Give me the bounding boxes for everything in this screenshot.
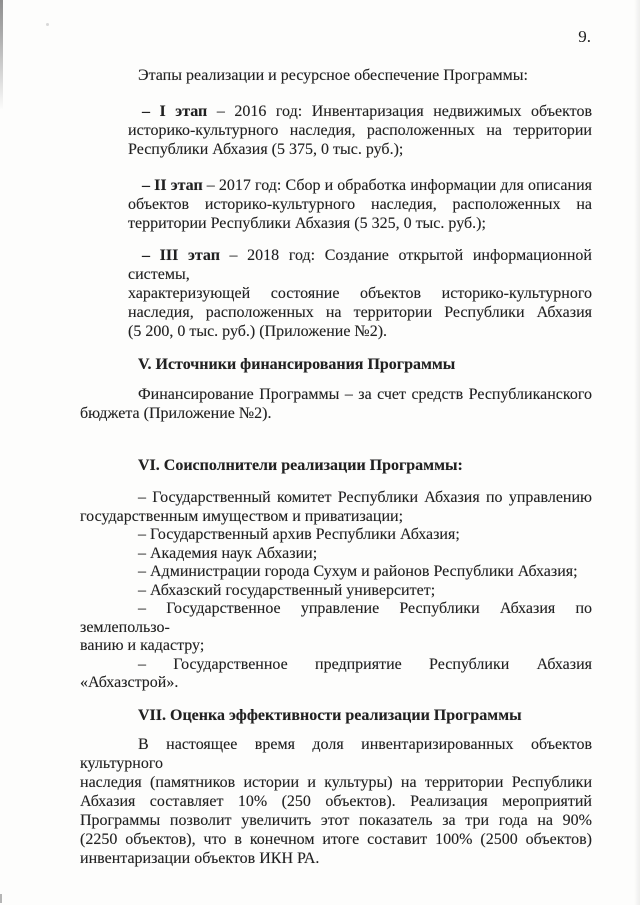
stage-label: – II этап bbox=[142, 177, 203, 194]
text-line: Абхазия составляет 10% (250 объектов). Реализация мероприятий bbox=[80, 792, 592, 810]
text-line: инвентаризации объектов ИКН РА. bbox=[80, 849, 320, 867]
section-heading-v: V. Источники финансирования Программы bbox=[138, 356, 456, 373]
text-line: (2250 объектов), что в конечном итоге составит 100% (2500 объектов) bbox=[80, 830, 592, 848]
text-line: Программы позволит увеличить этот показатель за три года на 90% bbox=[80, 811, 592, 829]
text-line: ванию и кадастру; bbox=[80, 637, 205, 654]
scan-edge-artifact-bottom bbox=[0, 894, 2, 903]
text-line: государственным имуществом и приватизации; bbox=[80, 507, 404, 525]
stage-text: – 2016 год: Инвентаризация недвижимых объектов bbox=[207, 103, 592, 120]
stage-text: – 2018 год: Создание открытой информационной системы, bbox=[128, 247, 592, 283]
stage-paragraph-1 bbox=[128, 102, 592, 159]
page-number: 9. bbox=[578, 27, 591, 46]
text-line bbox=[128, 176, 592, 195]
text-line: объектов историко-культурного наследия, расположенных на bbox=[128, 196, 592, 213]
text-line: Финансирование Программы – за счет средств Республиканского bbox=[138, 386, 592, 403]
scan-speck bbox=[46, 23, 49, 26]
text-line: – Государственное предприятие Республики Абхазия «Абхазстрой». bbox=[80, 655, 592, 691]
scan-edge-artifact-right bbox=[634, 0, 640, 905]
text-line: – Государственный архив Республики Абхазия; bbox=[138, 526, 460, 543]
stage-label: – III этап bbox=[142, 247, 220, 264]
effectiveness-paragraph bbox=[80, 735, 592, 868]
text-line: – Академия наук Абхазии; bbox=[138, 544, 318, 562]
co-executors-list bbox=[80, 489, 592, 693]
text-line: – Администрации города Сухум и районов Республики Абхазия; bbox=[138, 563, 578, 580]
text-line: характеризующей состояние объектов историко-культурного bbox=[128, 285, 592, 302]
list-item bbox=[80, 582, 592, 601]
text-line: наследия, расположенных на территории Республики Абхазия bbox=[128, 304, 592, 321]
stage-label: – I этап bbox=[142, 103, 208, 120]
list-item bbox=[80, 656, 592, 693]
text-line: наследия (памятников истории и культуры) на территории Республики bbox=[80, 773, 592, 791]
intro-line: Этапы реализации и ресурсное обеспечение Программы: bbox=[138, 67, 528, 84]
list-item bbox=[80, 563, 592, 582]
text-line bbox=[128, 102, 592, 121]
text-line: – Государственное управление Республики Абхазия по землепользо- bbox=[80, 600, 592, 636]
stage-paragraph-2 bbox=[128, 176, 592, 233]
financing-paragraph bbox=[80, 385, 592, 423]
list-item bbox=[80, 526, 592, 545]
section-heading-vii: VII. Оценка эффективности реализации Программы bbox=[138, 706, 522, 724]
section-heading-vi: VI. Соисполнители реализации Программы: bbox=[138, 457, 463, 474]
text-line: бюджета (Приложение №2). bbox=[80, 405, 272, 422]
list-item bbox=[80, 545, 592, 564]
text-line: территории Республики Абхазия (5 325, 0 тыс. руб.); bbox=[128, 215, 486, 232]
scan-edge-artifact-left bbox=[0, 0, 3, 110]
list-item bbox=[80, 489, 592, 526]
stage-paragraph-3 bbox=[128, 246, 592, 341]
stage-text: – 2017 год: Сбор и обработка информации для описания bbox=[202, 177, 593, 194]
list-item bbox=[80, 600, 592, 656]
text-line: – Абхазский государственный университет; bbox=[138, 581, 436, 599]
text-line: Республики Абхазия (5 375, 0 тыс. руб.); bbox=[128, 141, 404, 158]
text-line: – Государственный комитет Республики Абхазия по управлению bbox=[138, 489, 592, 506]
text-line bbox=[128, 246, 592, 284]
text-line: В настоящее время доля инвентаризированных объектов культурного bbox=[80, 735, 592, 772]
text-line: историко-культурного наследия, расположенных на территории bbox=[128, 122, 592, 139]
text-line: (5 200, 0 тыс. руб.) (Приложение №2). bbox=[128, 323, 388, 340]
